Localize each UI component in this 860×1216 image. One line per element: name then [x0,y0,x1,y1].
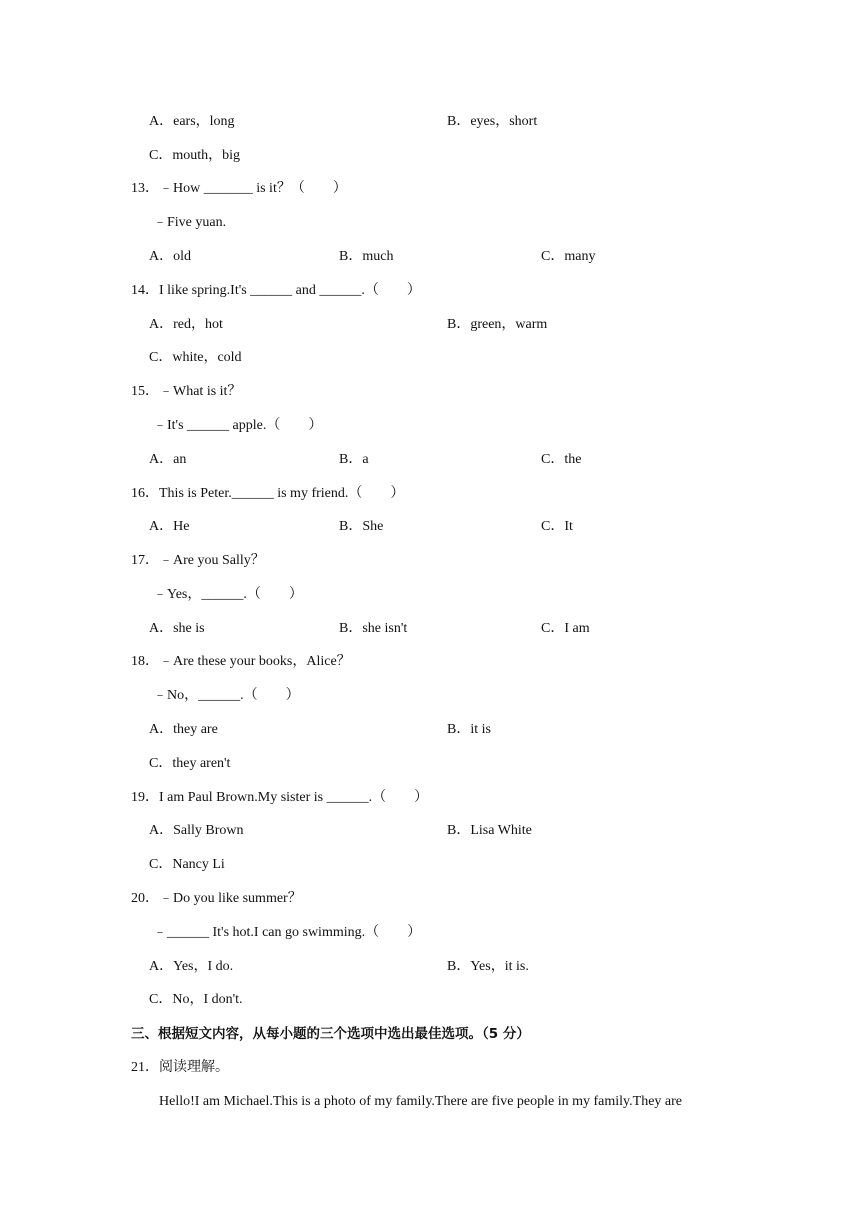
q17-stem: 17．﹣Are you Sally？ [131,553,265,568]
q16-stem: 16．This is Peter.______ is my friend.（ ） [131,486,405,501]
q19-option-a: A．Sally Brown [149,823,244,838]
q18-answer-line: ﹣No，______.（ ） [153,688,300,703]
q18-option-b: B．it is [447,722,491,737]
q20-option-b: B．Yes，it is. [447,959,529,974]
q14-option-a: A．red，hot [149,317,223,332]
q20-option-a: A．Yes，I do. [149,959,234,974]
q13-option-c: C．many [541,249,596,264]
q12-option-a: A．ears，long [149,114,235,129]
q15-option-c: C．the [541,452,582,467]
q15-option-a: A．an [149,452,187,467]
q15-option-b: B．a [339,452,369,467]
q18-option-a: A．they are [149,722,218,737]
q16-option-b: B．She [339,519,384,534]
q15-answer-line: ﹣It's ______ apple.（ ） [153,418,323,433]
q19-stem: 19．I am Paul Brown.My sister is ______.（ ） [131,790,429,805]
q14-option-c: C．white，cold [149,350,242,365]
q20-option-c: C．No，I don't. [149,992,243,1007]
section-three-heading: 三、根据短文内容，从每小题的三个选项中选出最佳选项。（5 分） [131,1026,530,1042]
q12-option-c: C．mouth，big [149,148,241,163]
q19-option-b: B．Lisa White [447,823,532,838]
q20-answer-line: ﹣______ It's hot.I can go swimming.（ ） [153,925,422,940]
q17-option-c: C．I am [541,621,590,636]
q14-stem: 14．I like spring.It's ______ and ______.（ ） [131,283,421,298]
q16-option-a: A．He [149,519,190,534]
q13-answer-line: ﹣Five yuan. [153,215,227,230]
q17-option-b: B．she isn't [339,621,408,636]
q19-option-c: C．Nancy Li [149,857,225,872]
q13-option-a: A．old [149,249,191,264]
q16-option-c: C．It [541,519,573,534]
q20-stem: 20．﹣Do you like summer？ [131,891,302,906]
q18-stem: 18．﹣Are these your books，Alice？ [131,654,351,669]
q13-option-b: B．much [339,249,394,264]
q21-stem: 21．阅读理解。 [131,1060,229,1075]
q17-option-a: A．she is [149,621,205,636]
q17-answer-line: ﹣Yes，______.（ ） [153,587,303,602]
q13-stem: 13．﹣How _______ is it？（ ） [131,181,347,196]
q15-stem: 15．﹣What is it？ [131,384,242,399]
q18-option-c: C．they aren't [149,756,231,771]
q14-option-b: B．green，warm [447,317,548,332]
q12-option-b: B．eyes，short [447,114,538,129]
reading-passage-line: Hello!I am Michael.This is a photo of my family.There are five people in my family.They are [159,1094,683,1109]
